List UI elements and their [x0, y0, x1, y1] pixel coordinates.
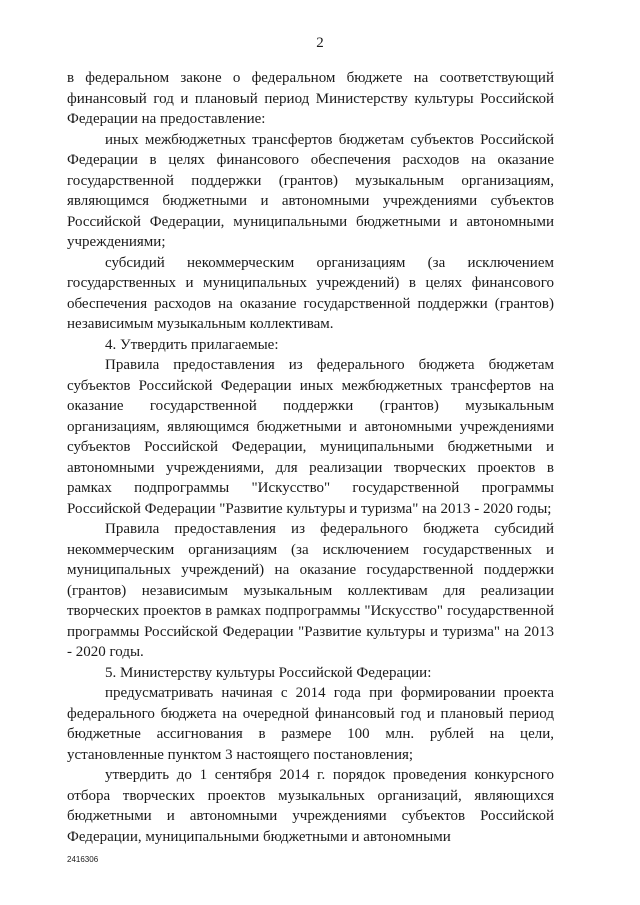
paragraph-item-5: 5. Министерству культуры Российской Федерации:	[105, 664, 432, 681]
page-number: 2	[316, 35, 324, 51]
document-body	[67, 68, 554, 847]
paragraph-subsidies: субсидий некоммерческим организациям (за исключением государственных и муниципальных учреждений) в целях финансового обеспечения расходов на оказание государственной поддержки (грантов) независимым музыкальным коллективам.	[67, 254, 554, 332]
paragraph-rules-transfers: Правила предоставления из федерального бюджета бюджетам субъектов Российской Федерации иных межбюджетных трансфертов на оказание государственной поддержки (грантов) музыкальным организациям, являющимся бюджетными и автономными учреждениями субъектов Российской Федерации, муниципальными бюджетными и автономными учреждениями, для реализации творческих проектов в рамках подпрограммы "Искусство" государственной программы Российской Федерации "Развитие культуры и туризма" на 2013 - 2020 годы;	[67, 357, 554, 517]
paragraph-provide-funding: предусматривать начиная с 2014 года при формировании проекта федерального бюджета на очередной финансовый год и плановый период бюджетные ассигнования в размере 100 млн. рублей на цели, установленные пунктом 3 настоящего постановления;	[67, 685, 554, 763]
paragraph-rules-subsidies: Правила предоставления из федерального бюджета субсидий некоммерческим организациям (за исключением государственных и муниципальных учреждений) на оказание государственной поддержки (грантов) независимым музыкальным коллективам для реализации творческих проектов в рамках подпрограммы "Искусство" государственной программы Российской Федерации "Развитие культуры и туризма" на 2013 - 2020 годы.	[67, 521, 554, 660]
paragraph-continuation: в федеральном законе о федеральном бюджете на соответствующий финансовый год и плановый период Министерству культуры Российской Федерации на предоставление:	[67, 70, 554, 127]
document-code: 2416306	[67, 855, 99, 864]
paragraph-item-4: 4. Утвердить прилагаемые:	[105, 336, 279, 353]
paragraph-interbudget-transfers: иных межбюджетных трансфертов бюджетам субъектов Российской Федерации в целях финансового обеспечения расходов на оказание государственной поддержки (грантов) музыкальным организациям, являющимся бюджетными и автономными учреждениями субъектов Российской Федерации, муниципальными бюджетными и автономными учреждениями;	[67, 131, 554, 250]
paragraph-approve-procedure: утвердить до 1 сентября 2014 г. порядок проведения конкурсного отбора творческих проектов музыкальных организаций, являющихся бюджетными и автономными учреждениями субъектов Российской Федерации, муниципальными бюджетными и автономными	[67, 767, 554, 845]
